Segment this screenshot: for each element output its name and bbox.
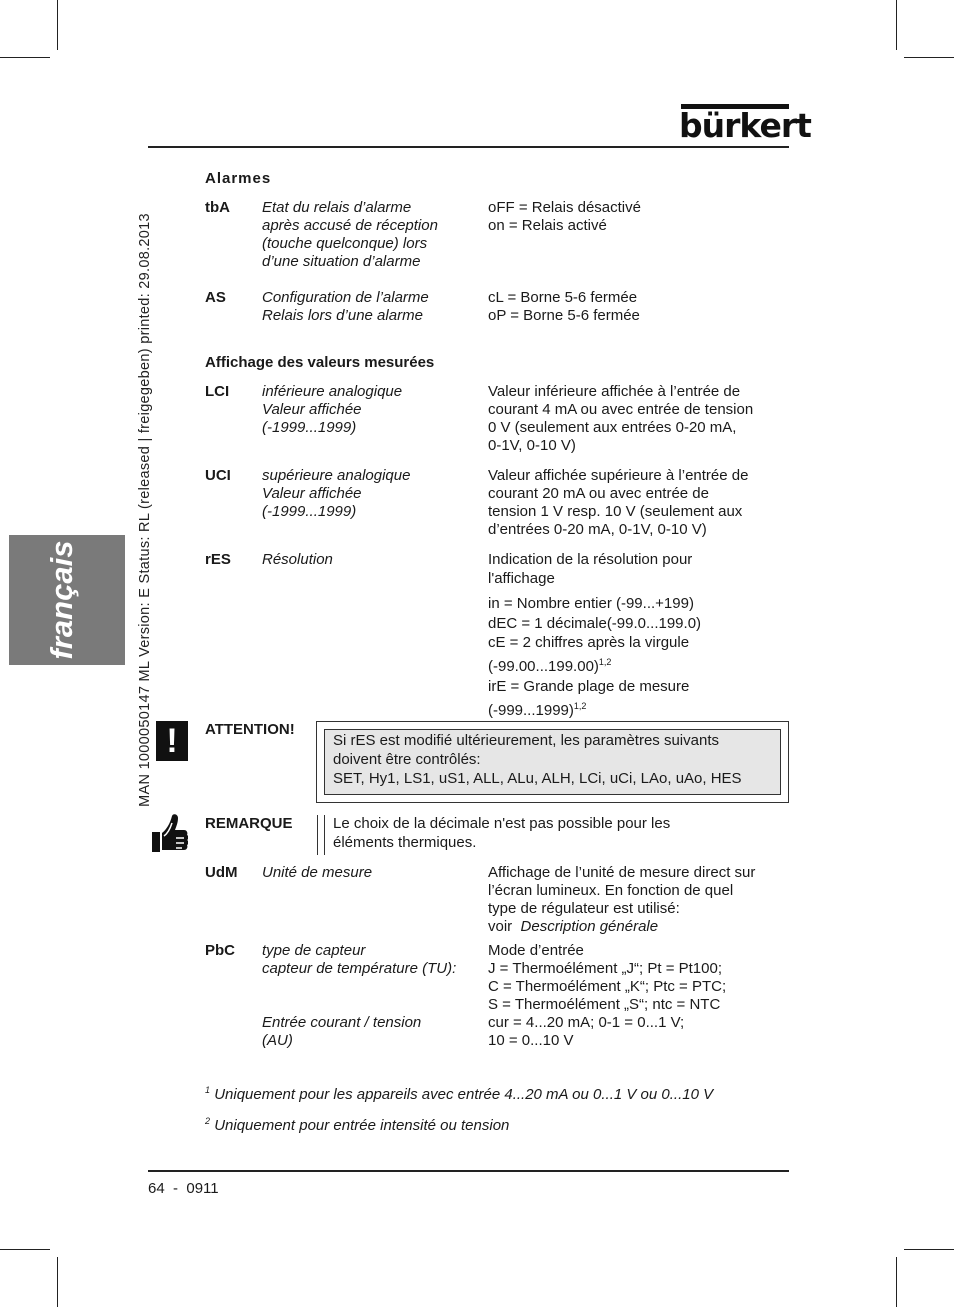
remarque-bar	[324, 815, 325, 855]
crop-mark	[57, 0, 58, 50]
param-value: d’entrées 0-20 mA, 0-1V, 0-10 V)	[488, 521, 707, 538]
param-value	[488, 918, 658, 936]
param-option: irE = Grande plage de mesure	[488, 678, 690, 695]
param-value: C = Thermoélément „K“; Ptc = PTC;	[488, 978, 727, 995]
param-value: Valeur affichée supérieure à l’entrée de	[488, 467, 749, 484]
remarque-text: Le choix de la décimale n'est pas possible pour les	[333, 815, 671, 832]
param-value: 0-1V, 0-10 V)	[488, 437, 576, 454]
param-code: PbC	[205, 942, 235, 959]
footnote-ref: 1,2	[573, 701, 587, 711]
param-value: cur = 4...20 mA; 0-1 = 0...1 V;	[488, 1014, 685, 1031]
param-desc: (touche quelconque) lors	[262, 235, 428, 252]
param-option: dEC = 1 décimale(-99.0...199.0)	[488, 615, 702, 632]
footnote	[205, 1112, 509, 1135]
param-code: AS	[205, 289, 226, 306]
param-option: in = Nombre entier (-99...+199)	[488, 595, 694, 612]
footnote-mark: 1	[205, 1085, 211, 1095]
param-value: l’écran lumineux. En fonction de quel	[488, 882, 734, 899]
exclamation-glyph: !	[166, 722, 178, 760]
param-desc: supérieure analogique	[262, 467, 411, 484]
crop-mark	[904, 1249, 954, 1250]
remarque-label: REMARQUE	[205, 815, 293, 832]
param-value: 10 = 0...10 V	[488, 1032, 574, 1049]
footnote-ref: 1,2	[598, 657, 612, 667]
crop-mark	[896, 1257, 897, 1307]
footnote-text: Uniquement pour entrée intensité ou tension	[214, 1117, 510, 1134]
warning-icon	[156, 721, 188, 761]
voir-reference: Description générale	[520, 918, 659, 935]
param-value: tension 1 V resp. 10 V (seulement aux	[488, 503, 743, 520]
crop-mark	[57, 1257, 58, 1307]
param-value: 0 V (seulement aux entrées 0-20 mA,	[488, 419, 737, 436]
param-value: l'affichage	[488, 570, 555, 587]
param-value: courant 20 mA ou avec entrée de	[488, 485, 709, 502]
param-desc: Unité de mesure	[262, 864, 373, 881]
thumbs-up-icon	[146, 812, 188, 856]
param-code: tbA	[205, 199, 230, 216]
crop-mark	[0, 1249, 50, 1250]
param-code: rES	[205, 551, 231, 568]
crop-mark	[904, 57, 954, 58]
param-desc: Valeur affichée	[262, 401, 362, 418]
param-desc: Valeur affichée	[262, 485, 362, 502]
param-code: UdM	[205, 864, 238, 881]
option-range: (-999...1999)	[488, 702, 574, 719]
footer-rule	[148, 1170, 789, 1172]
param-value: Affichage de l’unité de mesure direct sur	[488, 864, 756, 881]
param-code: UCI	[205, 467, 231, 484]
param-desc: Résolution	[262, 551, 333, 568]
param-option	[488, 697, 586, 720]
param-option	[488, 653, 611, 676]
param-desc: capteur de température (TU):	[262, 960, 457, 977]
brand-logo: bürkert	[679, 106, 811, 145]
param-desc: Entrée courant / tension	[262, 1014, 422, 1031]
footnote	[205, 1081, 713, 1104]
param-value: on = Relais activé	[488, 217, 607, 234]
option-range: (-99.00...199.00)	[488, 658, 599, 675]
param-value: Mode d’entrée	[488, 942, 584, 959]
param-value: courant 4 mA ou avec entrée de tension	[488, 401, 754, 418]
param-value: cL = Borne 5-6 fermée	[488, 289, 638, 306]
param-option: cE = 2 chiffres après la virgule	[488, 634, 690, 651]
param-value: type de régulateur est utilisé:	[488, 900, 680, 917]
param-desc: Configuration de l’alarme	[262, 289, 429, 306]
remarque-bar	[317, 815, 318, 855]
language-tab-label: français	[44, 540, 79, 660]
document-meta: MAN 1000050147 ML Version: E Status: RL (released | freigegeben) printed: 29.08.2013	[137, 213, 153, 807]
param-value: S = Thermoélément „S“; ntc = NTC	[488, 996, 721, 1013]
param-value: Indication de la résolution pour	[488, 551, 693, 568]
attention-text: Si rES est modifié ultérieurement, les paramètres suivants	[333, 732, 719, 749]
param-value: oP = Borne 5-6 fermée	[488, 307, 640, 324]
param-desc: inférieure analogique	[262, 383, 403, 400]
param-value: J = Thermoélément „J“; Pt = Pt100;	[488, 960, 722, 977]
param-desc: d’une situation d’alarme	[262, 253, 421, 270]
param-desc: type de capteur	[262, 942, 366, 959]
param-desc: (-1999...1999)	[262, 503, 357, 520]
footnote-text: Uniquement pour les appareils avec entrée 4...20 mA ou 0...1 V ou 0...10 V	[214, 1086, 714, 1103]
attention-label: ATTENTION!	[205, 721, 295, 738]
footnote-mark: 2	[205, 1116, 211, 1126]
crop-mark	[896, 0, 897, 50]
param-desc: Relais lors d’une alarme	[262, 307, 423, 324]
param-value: oFF = Relais désactivé	[488, 199, 641, 216]
param-value: Valeur inférieure affichée à l’entrée de	[488, 383, 741, 400]
page-number: 64 - 0911	[148, 1180, 219, 1197]
crop-mark	[0, 57, 50, 58]
param-code: LCI	[205, 383, 230, 400]
param-desc: (-1999...1999)	[262, 419, 357, 436]
remarque-text: éléments thermiques.	[333, 834, 477, 851]
header-rule	[148, 146, 789, 148]
section-title-display: Affichage des valeurs mesurées	[205, 354, 435, 371]
section-title-alarms: Alarmes	[205, 170, 272, 187]
param-desc: après accusé de réception	[262, 217, 438, 234]
attention-text: SET, Hy1, LS1, uS1, ALL, ALu, ALH, LCi, uCi, LAo, uAo, HES	[333, 770, 742, 787]
param-desc: (AU)	[262, 1032, 293, 1049]
voir-label: voir	[488, 918, 513, 935]
param-desc: Etat du relais d’alarme	[262, 199, 412, 216]
attention-text: doivent être contrôlés:	[333, 751, 481, 768]
